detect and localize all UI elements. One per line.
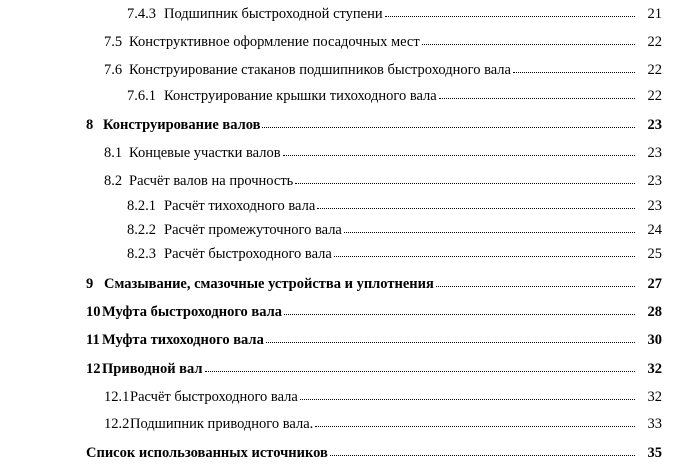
dot-leader — [205, 359, 635, 373]
dot-leader — [283, 143, 635, 157]
toc-entry-title: Расчёт валов на прочность — [129, 173, 294, 189]
toc-entry-page: 22 — [647, 62, 662, 78]
toc-entry-title: Расчёт быстроходного вала — [164, 246, 332, 262]
toc-entry-title: Расчёт тихоходного вала — [164, 198, 316, 214]
dot-leader — [300, 387, 635, 401]
toc-entry-title: Смазывание, смазочные устройства и уплотнения — [104, 276, 434, 292]
toc-entry-title: Расчёт промежуточного вала — [164, 222, 342, 238]
dot-leader — [295, 171, 635, 185]
dot-leader — [513, 60, 635, 74]
toc-entry-number: 8 — [86, 117, 94, 133]
toc-entry-page: 23 — [647, 198, 662, 214]
dot-leader — [262, 115, 635, 129]
toc-entry-page: 21 — [647, 6, 662, 22]
dot-leader — [284, 302, 635, 316]
toc-entry[interactable] — [127, 220, 662, 238]
dot-leader — [317, 196, 635, 210]
dot-leader — [436, 274, 635, 288]
toc-entry[interactable] — [86, 302, 662, 320]
toc-entry-page: 22 — [647, 34, 662, 50]
toc-entry-title: Конструирование валов — [103, 117, 261, 133]
toc-entry-number: 9 — [86, 276, 94, 292]
toc-entry[interactable] — [127, 86, 662, 104]
toc-entry[interactable] — [104, 32, 662, 50]
dot-leader — [315, 414, 635, 428]
toc-entry-number: 12.1 — [104, 389, 130, 405]
toc-entry-number: 8.2.1 — [127, 198, 156, 214]
toc-entry-title: Подшипник быстроходной ступени — [164, 6, 383, 22]
toc-entry-page: 32 — [647, 389, 662, 405]
toc-entry-page: 28 — [647, 304, 662, 320]
toc-entry-title: Подшипник приводного вала. — [130, 416, 314, 432]
toc-entry-page: 27 — [647, 276, 662, 292]
toc-entry-page: 23 — [647, 117, 662, 133]
toc-entry-number: 11 — [86, 332, 100, 348]
toc-entry[interactable] — [127, 244, 662, 262]
toc-entry[interactable] — [127, 196, 662, 214]
toc-entry[interactable] — [104, 387, 662, 405]
toc-entry-number: 7.5 — [104, 34, 123, 50]
toc-entry-number: 7.6.1 — [127, 88, 156, 104]
toc-entry-title: Приводной вал — [102, 361, 203, 377]
toc-entry-number: 10 — [86, 304, 101, 320]
dot-leader — [330, 443, 635, 457]
toc-entry[interactable] — [104, 414, 662, 432]
toc-entry-number: 7.4.3 — [127, 6, 156, 22]
toc-entry[interactable] — [86, 115, 662, 133]
toc-entry-page: 23 — [647, 145, 662, 161]
toc-entry-page: 25 — [647, 246, 662, 262]
toc-entry[interactable] — [86, 443, 662, 461]
toc-entry[interactable] — [86, 330, 662, 348]
dot-leader — [344, 220, 635, 234]
toc-entry-title: Муфта быстроходного вала — [102, 304, 283, 320]
dot-leader — [439, 86, 635, 100]
dot-leader — [385, 4, 635, 18]
dot-leader — [422, 32, 635, 46]
toc-entry[interactable] — [104, 143, 662, 161]
toc-entry[interactable] — [104, 171, 662, 189]
toc-entry-number: 8.2.3 — [127, 246, 156, 262]
toc-entry[interactable] — [86, 359, 662, 377]
toc-entry[interactable] — [104, 60, 662, 78]
toc-entry-title: Список использованных источников — [86, 445, 328, 461]
toc-entry-title: Концевые участки валов — [129, 145, 281, 161]
toc-entry-title: Расчёт быстроходного вала — [130, 389, 298, 405]
toc-entry-number: 8.2.2 — [127, 222, 156, 238]
toc-entry-title: Муфта тихоходного вала — [102, 332, 264, 348]
toc-entry-page: 33 — [647, 416, 662, 432]
toc-entry-title: Конструирование крышки тихоходного вала — [164, 88, 437, 104]
toc-entry-number: 12 — [86, 361, 101, 377]
toc-entry-number: 8.2 — [104, 173, 123, 189]
toc-entry-page: 32 — [647, 361, 662, 377]
toc-entry-page: 35 — [647, 445, 662, 461]
toc-entry-title: Конструктивное оформление посадочных мест — [129, 34, 420, 50]
toc-entry-page: 23 — [647, 173, 662, 189]
toc-entry-page: 24 — [647, 222, 662, 238]
toc-entry-title: Конструирование стаканов подшипников быстроходного вала — [129, 62, 511, 78]
toc-entry-number: 7.6 — [104, 62, 123, 78]
toc-entry-page: 30 — [647, 332, 662, 348]
toc-entry-number: 12.2 — [104, 416, 130, 432]
toc-entry-number: 8.1 — [104, 145, 123, 161]
toc-entry-page: 22 — [647, 88, 662, 104]
toc-entry[interactable] — [86, 274, 662, 292]
dot-leader — [266, 330, 635, 344]
dot-leader — [334, 244, 635, 258]
toc-entry[interactable] — [127, 4, 662, 22]
